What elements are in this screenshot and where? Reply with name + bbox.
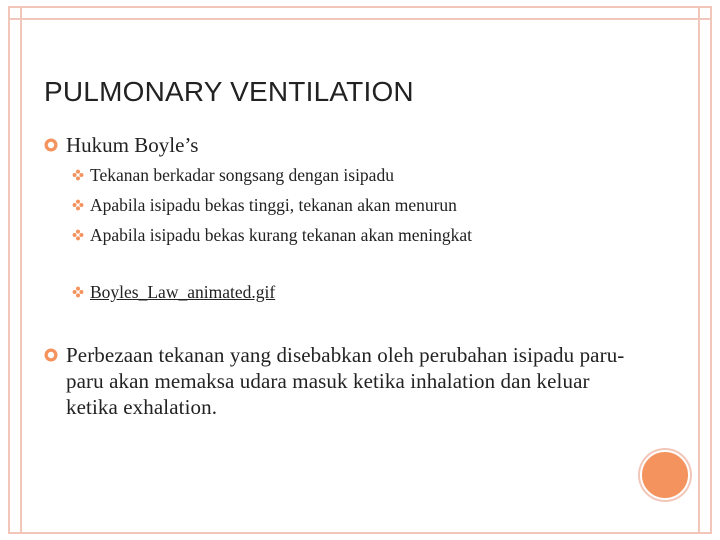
bullet-flower-icon bbox=[72, 199, 84, 211]
bullet-level2-link[interactable] bbox=[72, 281, 275, 303]
bullet-ring-icon bbox=[44, 138, 58, 152]
bullet-flower-icon bbox=[72, 229, 84, 241]
bullet-text: Apabila isipadu bekas tinggi, tekanan akan menurun bbox=[90, 195, 457, 215]
frame-line-top bbox=[8, 18, 712, 20]
bullet-level1-boyles-law bbox=[44, 132, 198, 158]
slide-title: PULMONARY VENTILATION bbox=[44, 76, 414, 107]
frame-line-left bbox=[20, 6, 22, 534]
bullet-level1-pressure-difference bbox=[44, 342, 644, 420]
frame-line-right bbox=[698, 6, 700, 534]
bullet-level2-item bbox=[72, 164, 394, 186]
bullet-level2-item bbox=[72, 194, 457, 216]
bullet-level2-item bbox=[72, 224, 472, 246]
decorative-circle bbox=[640, 450, 690, 500]
bullet-text: Hukum Boyle’s bbox=[66, 133, 199, 157]
bullet-flower-icon bbox=[72, 286, 84, 298]
gif-link[interactable]: Boyles_Law_animated.gif bbox=[90, 282, 276, 302]
bullet-text: Apabila isipadu bekas kurang tekanan akan meningkat bbox=[90, 225, 472, 245]
bullet-flower-icon bbox=[72, 169, 84, 181]
bullet-ring-icon bbox=[44, 348, 58, 362]
bullet-text: Perbezaan tekanan yang disebabkan oleh perubahan isipadu paru-paru akan memaksa udara masuk ketika inhalation dan keluar ketika exhalation. bbox=[66, 343, 625, 419]
bullet-text: Tekanan berkadar songsang dengan isipadu bbox=[90, 165, 394, 185]
